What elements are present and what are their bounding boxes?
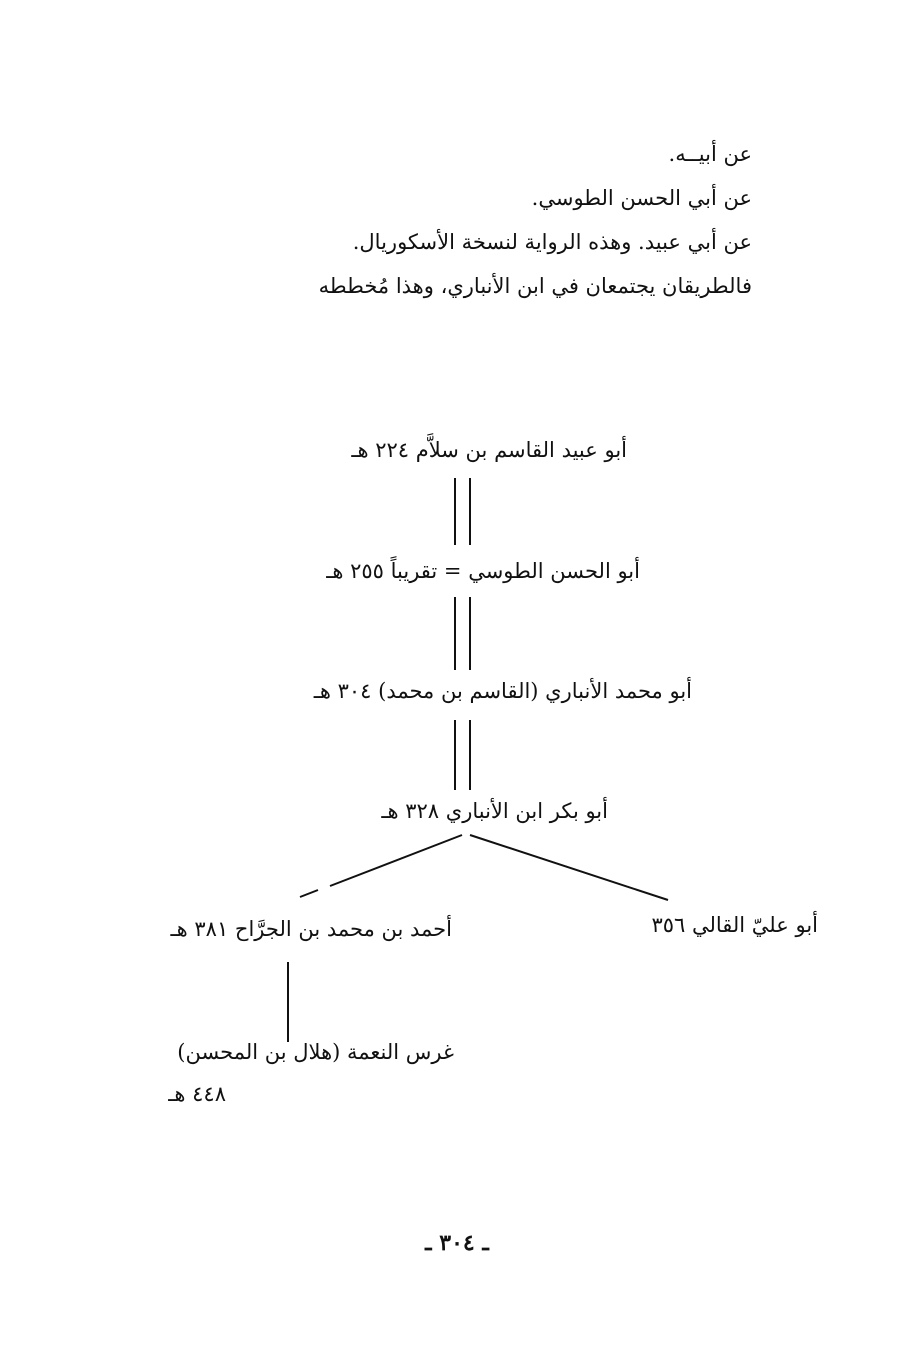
intro-line-1: عن أبيــه. [668,142,752,166]
tree-node-abu-bakr-ibn-al-anbari: أبو بكر ابن الأنباري ٣٢٨ هـ [381,799,608,823]
tree-node-abu-al-hasan-al-tusi: أبو الحسن الطوسي = تقريباً ٢٥٥ هـ [326,559,640,583]
tree-node-ghars-al-nima: غرس النعمة (هلال بن المحسن) [177,1040,454,1064]
intro-line-4: فالطريقان يجتمعان في ابن الأنباري، وهذا مُخططه [318,274,752,298]
intro-line-2: عن أبي الحسن الطوسي. [531,186,752,210]
intro-line-3: عن أبي عبيد. وهذه الرواية لنسخة الأسكوريال. [352,230,752,254]
page-number: ـ ٣٠٤ ـ [425,1230,489,1256]
tree-node-abu-muhammad-al-anbari: أبو محمد الأنباري (القاسم بن محمد) ٣٠٤ هـ [313,679,692,703]
tree-node-abu-ali-al-qali: أبو عليّ القالي ٣٥٦ [651,913,818,937]
branch-line-left-short [300,890,318,897]
tree-node-ghars-al-nima-date: ٤٤٨ هـ [168,1082,226,1106]
branch-line-right [470,835,668,900]
branch-line-left-long [330,835,462,886]
tree-node-abu-ubayd: أبو عبيد القاسم بن سلاَّم ٢٢٤ هـ [351,438,627,462]
tree-node-ahmad-ibn-al-jarrah: أحمد بن محمد بن الجرَّاح ٣٨١ هـ [170,917,452,941]
